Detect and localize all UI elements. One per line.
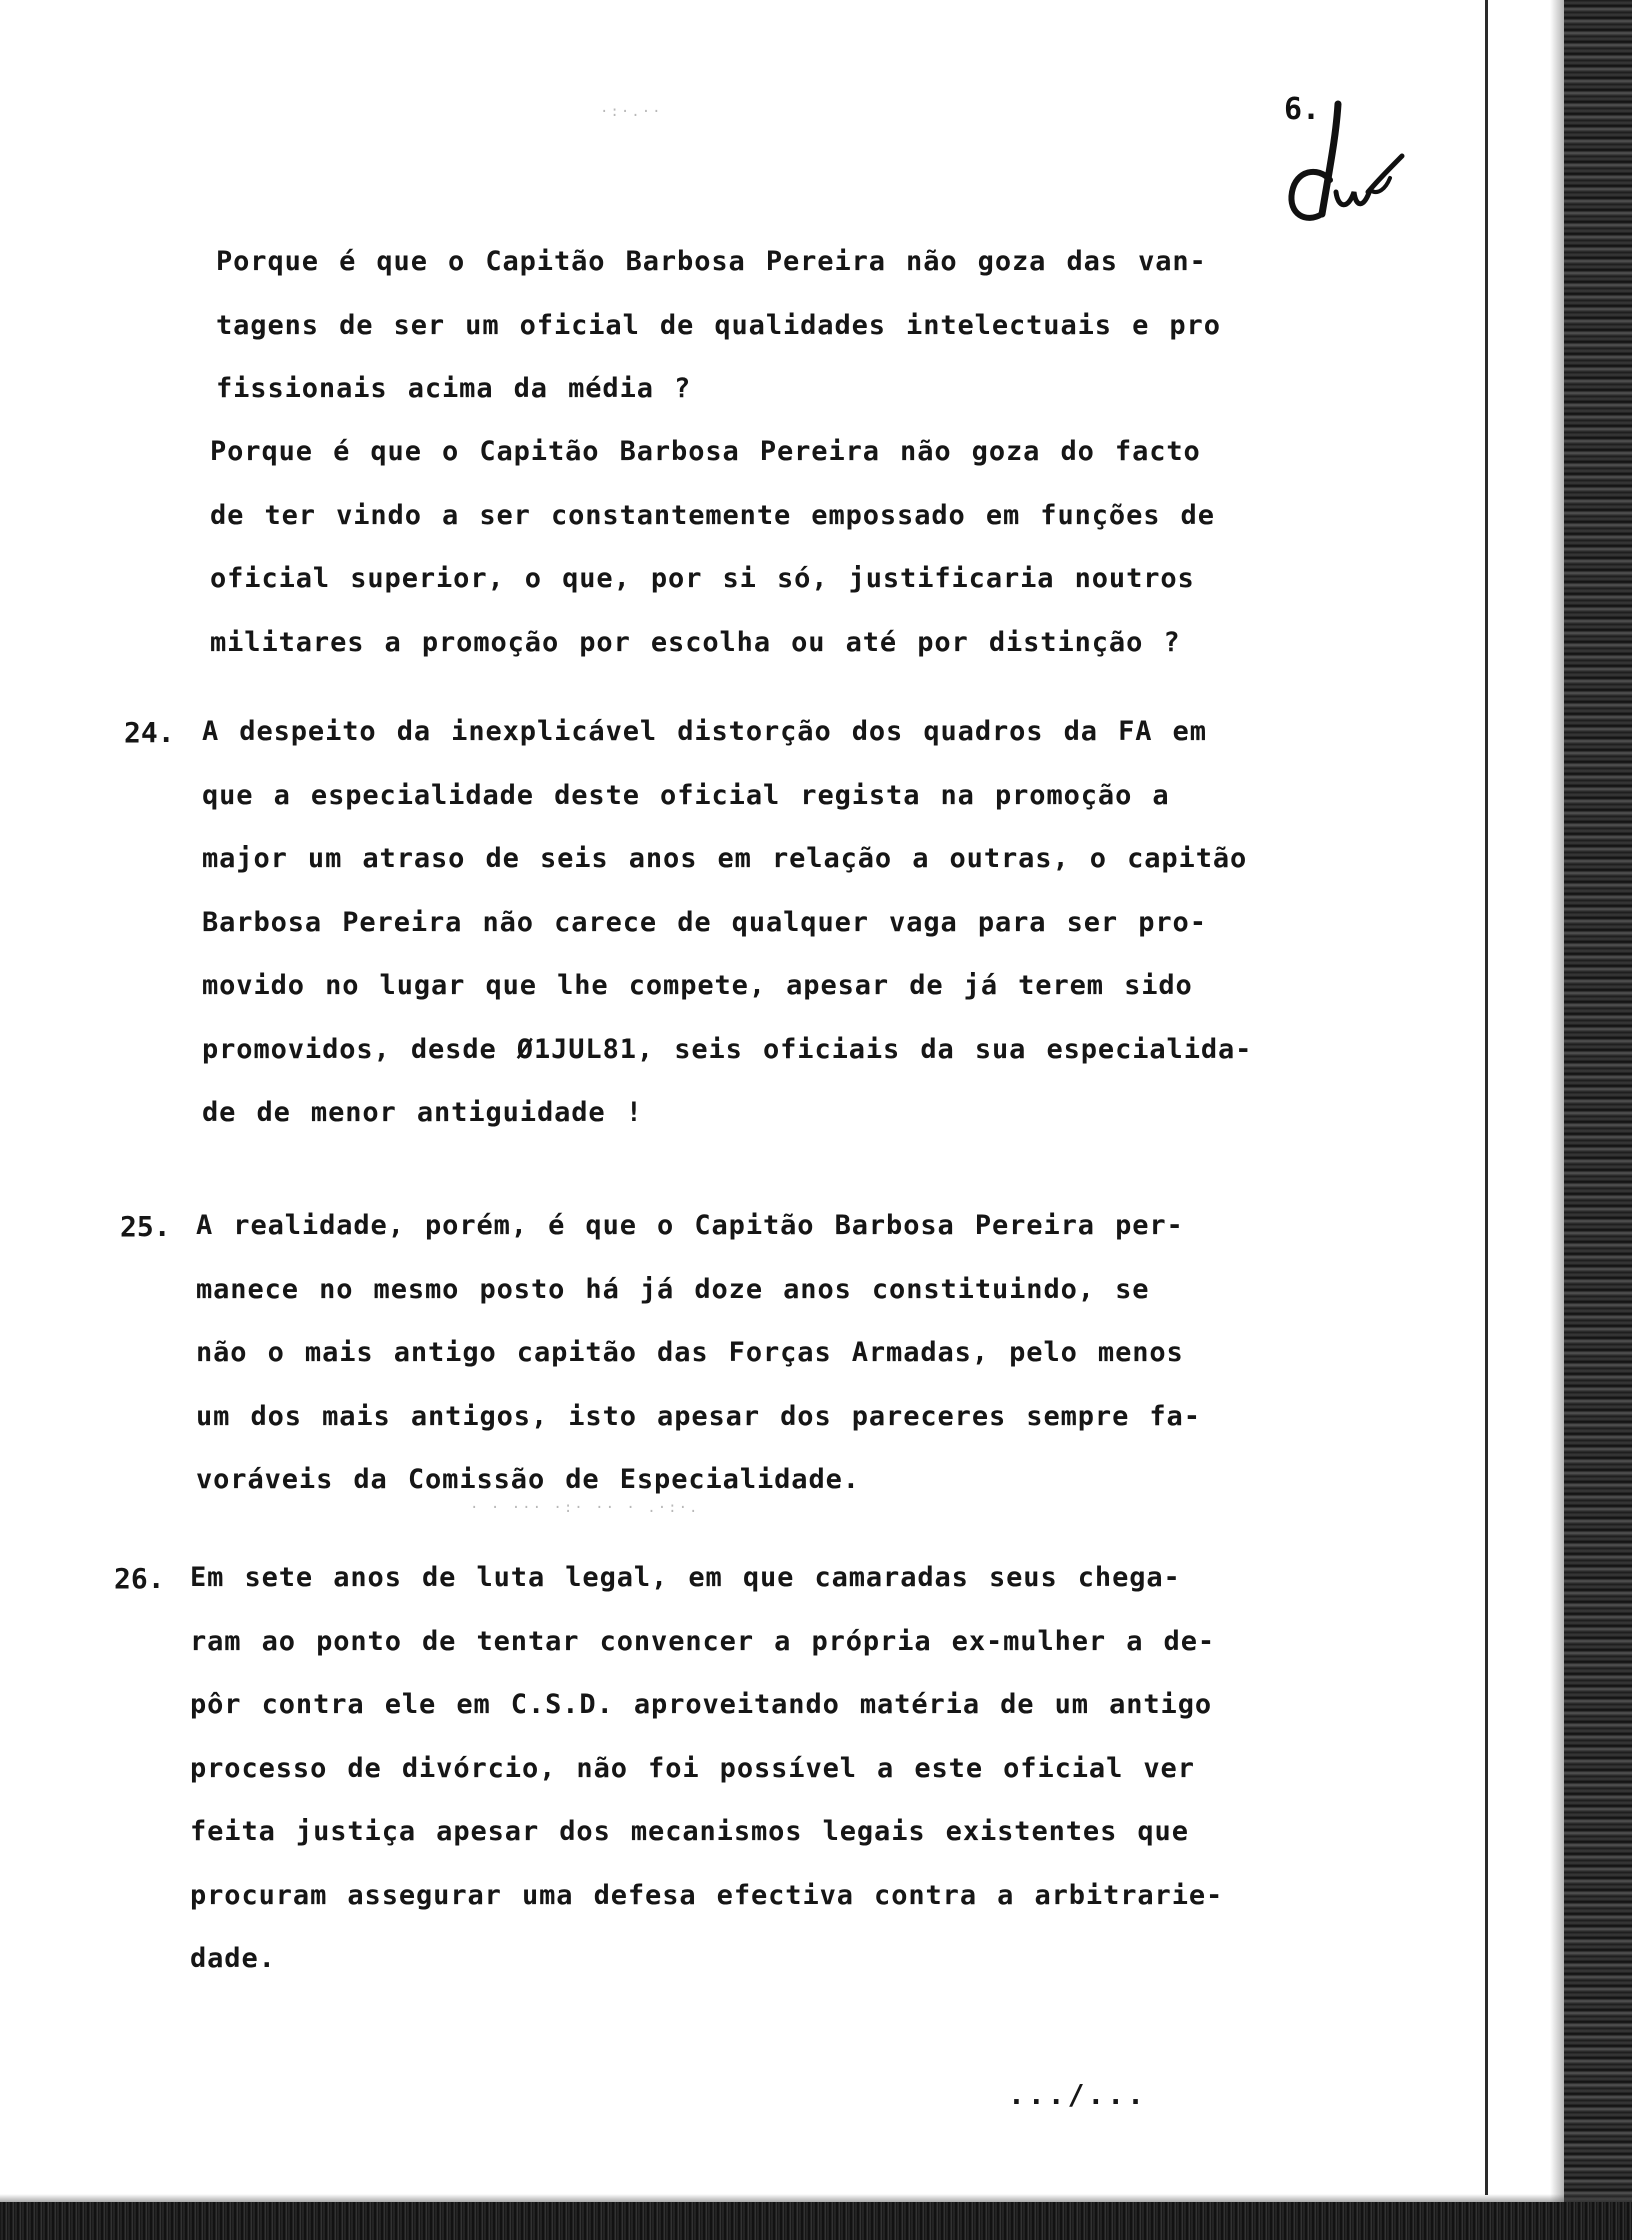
continuation-marker: .../... [1008, 2078, 1148, 2111]
scan-margin-rule [1485, 0, 1488, 2195]
scan-right-edge [1564, 0, 1632, 2240]
scan-bottom-shadow [0, 2194, 1632, 2202]
intro-question-2: Porque é que o Capitão Barbosa Pereira não goza do facto de ter vindo a ser constantemente empossado em funções de oficial superior, o que, por si só, justificaria noutros militares a promoção por escolha ou até por distinção ? [210, 436, 1215, 658]
paragraph-number: 26. [114, 1562, 165, 1595]
paragraph-26-text: Em sete anos de luta legal, em que camaradas seus chega- ram ao ponto de tentar convencer a própria ex-mulher a de- pôr contra ele em C.S.D. aproveitando matéria de um antigo processo de divórcio, não foi possível a este oficial ver feita justiça apesar dos mecanismos legais existentes que procuram assegurar uma defesa efectiva contra a arbitrarie- dade. [190, 1562, 1224, 1974]
paragraph-25-text: A realidade, porém, é que o Capitão Barbosa Pereira per- manece no mesmo posto há já doze anos constituindo, se não o mais antigo capitão das Forças Armadas, pelo menos um dos mais antigos, isto apesar dos pareceres sempre fa- voráveis da Comissão de Especialidade. [196, 1210, 1201, 1495]
scan-smudge: ·:·.·· [600, 104, 663, 120]
scan-edge-shadow [1550, 0, 1564, 2240]
scan-bottom-edge [0, 2202, 1632, 2240]
paragraph-number: 25. [120, 1210, 171, 1243]
paragraph-number: 24. [124, 716, 175, 749]
page-number: 6. [1284, 92, 1321, 127]
handwritten-initials [1278, 96, 1408, 246]
paragraph-24-text: A despeito da inexplicável distorção dos quadros da FA em que a especialidade deste oficial regista na promoção a major um atraso de seis anos em relação a outras, o capitão Barbosa Pereira não carece de qualquer vaga para ser pro- movido no lugar que lhe compete, apesar de já terem sido promovidos, desde Ø1JUL81, seis oficiais da sua especialida- de de menor antiguidade ! [202, 716, 1253, 1128]
intro-question-1: Porque é que o Capitão Barbosa Pereira não goza das van- tagens de ser um oficial de qualidades intelectuais e pro fissionais acima da média ? [216, 246, 1221, 404]
scan-smudge: · · ··· ·:· ·· · .·:·. [470, 1500, 700, 1516]
